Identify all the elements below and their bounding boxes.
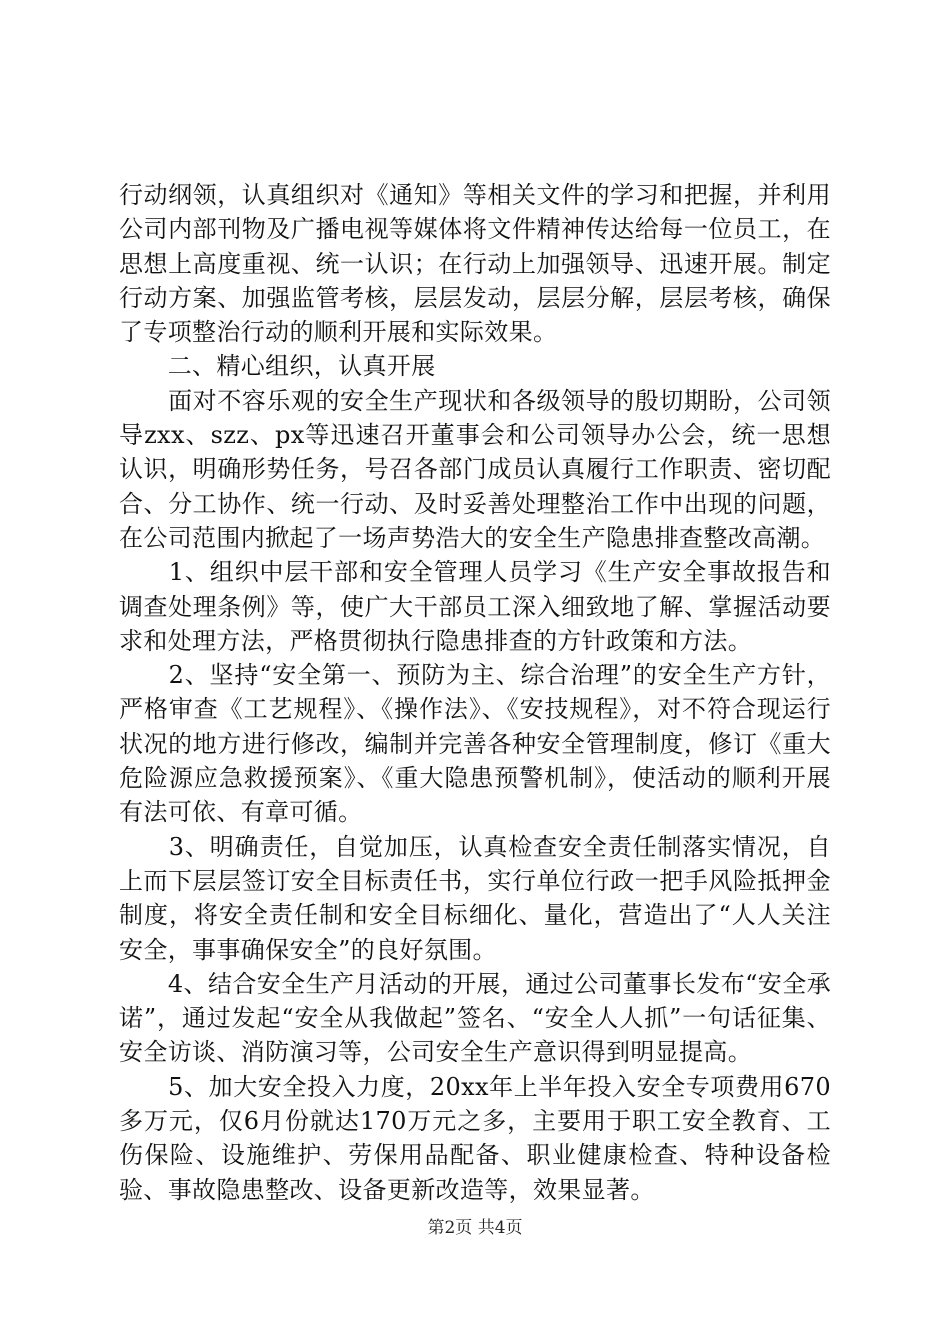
paragraph-intro-continuation: 行动纲领，认真组织对《通知》等相关文件的学习和把握，并利用公司内部刊物及广播电视等媒体将文件精神传达给每一位员工，在思想上高度重视、统一认识；在行动上加强领导、迅速开展。制定行动方案、加强监管考核，层层发动，层层分解，层层考核，确保了专项整治行动的顺利开展和实际效果。 <box>119 181 831 347</box>
paragraph-leadership-meeting: 面对不容乐观的安全生产现状和各级领导的殷切期盼，公司领导zxx、szz、px等迅速召开董事会和公司领导办公会，统一思想认识，明确形势任务，号召各部门成员认真履行工作职责、密切配合、分工协作、统一行动、及时妥善处理整治工作中出现的问题，在公司范围内掀起了一场声势浩大的安全生产隐患排查整改高潮。 <box>119 386 831 552</box>
paragraph-item-1: 1、组织中层干部和安全管理人员学习《生产安全事故报告和调查处理条例》等，使广大干部员工深入细致地了解、掌握活动要求和处理方法，严格贯彻执行隐患排查的方针政策和方法。 <box>119 558 831 655</box>
paragraph-item-4: 4、结合安全生产月活动的开展，通过公司董事长发布“安全承诺”，通过发起“安全从我做起”签名、“安全人人抓”一句话征集、安全访谈、消防演习等，公司安全生产意识得到明显提高。 <box>119 969 831 1067</box>
section-heading-2: 二、精心组织，认真开展 <box>119 352 436 381</box>
paragraph-item-2: 2、坚持“安全第一、预防为主、综合治理”的安全生产方针，严格审查《工艺规程》、《操作法》、《安技规程》，对不符合现运行状况的地方进行修改，编制并完善各种安全管理制度，修订《重大危险源应急救援预案》、《重大隐患预警机制》，使活动的顺利开展有法可依、有章可循。 <box>119 661 831 827</box>
paragraph-item-5: 5、加大安全投入力度，20xx年上半年投入安全专项费用670多万元，仅6月份就达170万元之多，主要用于职工安全教育、工伤保险、设施维护、劳保用品配备、职业健康检查、特种设备检验、事故隐患整改、设备更新改造等，效果显著。 <box>119 1072 831 1204</box>
paragraph-item-3: 3、明确责任，自觉加压，认真检查安全责任制落实情况，自上而下层层签订安全目标责任书，实行单位行政一把手风险抵押金制度，将安全责任制和安全目标细化、量化，营造出了“人人关注安全，事事确保安全”的良好氛围。 <box>119 832 831 964</box>
document-body <box>119 178 831 1207</box>
page-number-footer: 第2页 共4页 <box>427 1218 523 1238</box>
